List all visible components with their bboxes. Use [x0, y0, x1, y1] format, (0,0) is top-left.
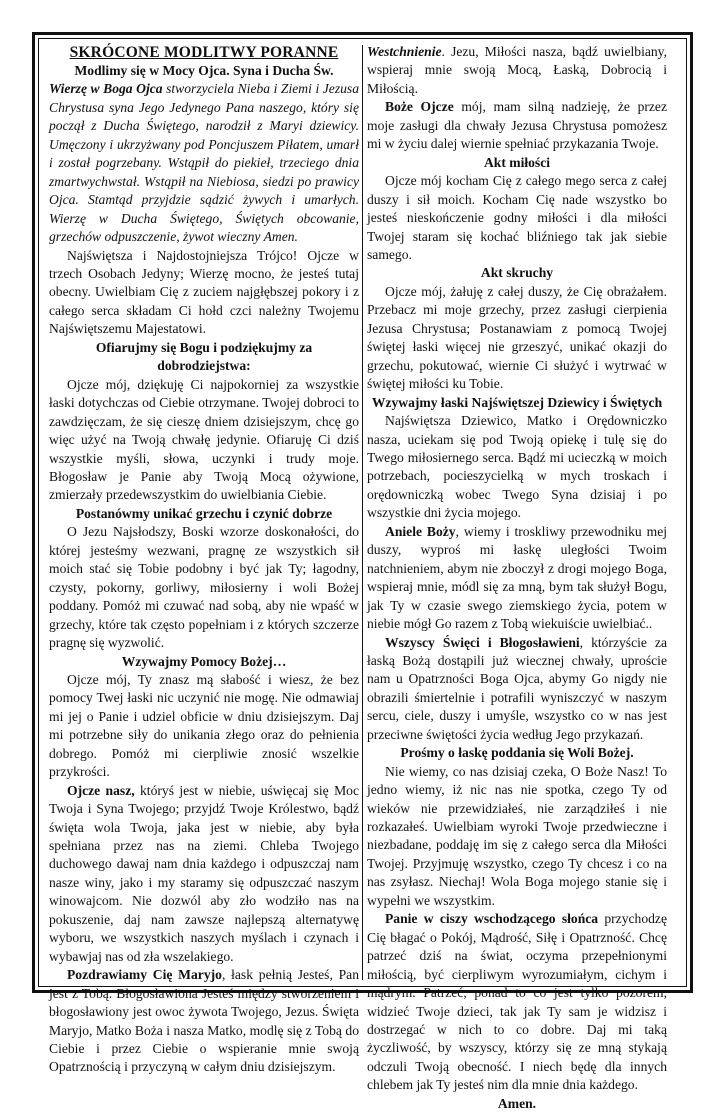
our-father-paragraph — [49, 782, 359, 967]
saints-lead: Wszyscy Święci i Błogosławieni — [385, 634, 580, 650]
left-column — [49, 43, 359, 1077]
heading-act-of-contrition: Akt skruchy — [480, 265, 554, 281]
heading-resolve: Postanówmy unikać grzechu i czynić dobrze — [75, 505, 333, 521]
creed-text: stworzyciela Nieba i Ziemi i Jezusa Chrystusa syna Jego Jedynego Pana naszego, który się począł z Ducha Świętego, narodził z Maryi dziewicy. Umęczony i ukrzyżwany pod Poncjuszem Piłatem, umarł i został pogrzebany. Wstąpił do piekieł, trzeciego dnia zmartwychwstał. Wstąpił na Niebiosa, siedzi po prawicy Ojca. Stamtąd przyjdzie sądzić żywych i umarłych. Wierzę w Ducha Świętego, Świętych obcowanie, grzechów odpuszczenie, żywot wieczny Amen. — [49, 81, 359, 245]
amen: Amen. — [497, 1095, 537, 1111]
love-paragraph: Ojcze mój kocham Cię z całego mego serca z całej duszy i sił moich. Kocham Cię nade wszystko bo jesteś nieskończenie godny miłości i dla miłości Twojej staram się kochać bliźniego tak jak siebie samego. — [367, 173, 667, 262]
trinity-paragraph: Najświętsza i Najdostojniejsza Trójco! Ojcze w trzech Osobach Jedyny; Wierzę mocno, że jesteś tutaj obecny. Uwielbiam Cię z zuciem najgłębszej pokory i z całego serca składam Ci hołd czci należny Twojemu Najświętszemu Majestatowi. — [49, 247, 359, 337]
heading-virgin-and-saints: Wzywajmy łaski Najświętszej Dziewicy i Świętych — [371, 394, 663, 410]
will-paragraph: Nie wiemy, co nas dzisiaj czeka, O Boże Nasz! To jedno wiemy, iż nic nas nie spotka, czego Ty od wieków nie przewidziałeś, nie zarządziłeś i nie rozkazałeś. Uwielbiam wyroki Twoje przedwieczne i niezbadane, poddaję im się z całego serca dla Miłości Twojej. Przyjmuję wszystko, czego Ty chcesz i co na nas zsyłasz. Niechaj! Wola Boga mojego stanie się i wypełni we wszystkim. — [367, 763, 667, 908]
resolve-paragraph: O Jezu Najsłodszy, Boski wzorze doskonałości, do której jesteśmy wezwani, pragnę ze wszystkich sił moich stać się Tobie podobny i być jak Ty; łagodny, czysty, pokorny, gorliwy, miłosierny i woli Bożej poddany. Pomóż mi czuwać nad sobą, aby nie wpaść w grzechy, które tak często popełniam i z których szczerze pragnę się wyzwolić. — [49, 524, 359, 651]
angel-lead: Aniele Boży — [385, 523, 456, 539]
heading-offering: Ofiarujmy się Bogu i podziękujmy za dobrodziejstwa: — [95, 339, 313, 374]
our-father-text: któryś jest w niebie, uświęcaj się Moc Twoja i Syna Twojego; przyjdź Twoje Królestwo, bądź święta wola Twoja, jaka jest w niebie, aby była spełniana przez nas na ziemi. Chleba Twojego duchowego dawaj nam dnia każdego i odpuszczaj nam nasze winy, jako i my staramy się odpuszczać naszym winowajcom. Nie dozwól aby zło wodziło nas na pokuszenie, daj nam zawsze najlepszą alternatywę wyboru, we wszystkich naszych myślach i czynach i wybawjaj nas od zła wszelakiego. — [49, 782, 359, 964]
column-divider — [362, 45, 363, 980]
heading-help: Wzywajmy Pomocy Bożej… — [121, 653, 287, 669]
hope-lead: Boże Ojcze — [385, 99, 454, 115]
contrition-paragraph: Ojcze mój, żałuję z całej duszy, że Cię obrażałem. Przebacz mi moje grzechy, przez zasługi cierpienia Jezusa Chrystusa; Postanawiam z pomocą Twojej świętej łaski więcej nie grzeszyć, unikać okazji do grzechu, pokutować, wiernie Ci służyć i wytrwać w świętej miłości ku Tobie. — [367, 283, 667, 392]
heading-gods-will: Prośmy o łaskę poddania się Woli Bożej. — [400, 745, 634, 761]
hail-mary-text: , łask pełnią Jesteś, Pan jest z Tobą. Błogosławiona Jesteś między stworzeniem i błogosławiony jest owoc żywota Twojego, Jezus. Święta Maryjo, Matko Boża i nasza Matko, modlę się z Tobą do Ciebie i przez Ciebie o wspieranie mnie swoją Opatrznością i przyczyną w całym dniu dzisiejszym. — [49, 967, 360, 1075]
creed-paragraph — [49, 80, 359, 246]
hope-text: mój, mam silną nadzieję, że przez moje zasługi dla chwały Jezusa Chrystusa pomożesz mi w życiu dalej wiernie spełniać przykazania Twoje. — [367, 99, 667, 152]
offering-paragraph: Ojcze mój, dziękuję Ci najpokorniej za wszystkie łaski dotychczas od Ciebie otrzymane. Twojej dobroci to zawdzięczam, że się cieszę dniem dzisiejszym, chcę go więc użyć na Twoją chwałę jedynie. Ofiaruję Ci dziś wszystkie myśli, słowa, uczynki i trudy moje. Błogosław je Panie aby Twoją Mocą ożywione, zmierzały przedewszystkim do uwielbiania Ciebie. — [49, 376, 359, 503]
virgin-paragraph: Najświętsza Dziewico, Matko i Orędowniczko nasza, uciekam się pod Twoją opiekę i tulę się do Twego miłosiernego serca. Bądź mi ucieczką w moich potrzebach, pocieszycielką w mych troskach i orędowniczką wobec Twego Syna dzisiaj i po wszystkie dni życia mojego. — [367, 413, 667, 521]
page-title: SKRÓCONE MODLITWY PORANNE — [69, 44, 339, 61]
dawn-lead: Panie w ciszy wschodzącego słońca — [385, 911, 599, 927]
right-column — [367, 43, 667, 1113]
hail-mary-paragraph — [49, 966, 359, 1077]
angel-text: , wiemy i troskliwy przewodniku mej duszy, wyproś mi łaskę uległości Twoim natchnieniem, abym nie zboczył z drogi mojego Boga, wspieraj mnie, módl się za mną, bym tak służył Bogu, jak Ty w czasie swego ziemskiego życia, potem w niebie mógł Go razem z Tobą wiekuiście uwielbiać.. — [367, 523, 668, 632]
sigh-lead: Westchnienie — [367, 44, 442, 59]
hail-mary-lead: Pozdrawiamy Cię Maryjo — [67, 967, 222, 983]
creed-lead: Wierzę w Boga Ojca — [49, 81, 163, 97]
sigh-paragraph — [367, 43, 667, 98]
help-paragraph: Ojcze mój, Ty znasz mą słabość i wiesz, że bez pomocy Twej łaski nic uczynić nie mogę. Nie odmawiaj mi jej o Panie i udziel obficie w dniu dzisiejszym. Daj mi potrzebne siły do unikania złego oraz do pełnienia dobrego. Pomóż mi cierpliwie znosić wszelkie przykrości. — [49, 671, 359, 780]
angel-paragraph — [367, 523, 667, 634]
dawn-paragraph — [367, 910, 667, 1095]
saints-text: , którzyście za łaską Bożą dostąpili już wiecznej chwały, uproście nam u Opatrzności Boga Ojca, abymy Go nigdy nie obrazili śmiertelnie i potrafili wyniszczyć w naszym sercu, ciele, duszy i umyśle, wszystko co w nas jest przeciwne świętości życia według Jego przykazań. — [367, 634, 667, 742]
saints-paragraph — [367, 634, 667, 745]
dawn-text: przychodzę Cię błagać o Pokój, Mądrość, Siłę i Opatrzność. Chcę patrzeć dziś na świat, oczyma przepełnionymi miłością, być cierpliwym wyrozumiałym, cichym i mądrym. Patrzeć, ponad to co jest tylko pozorem, widzieć Twoje dzieci, tak jak Ty sam je widzisz i dostrzegać w nich to co dobre. Daj mi taką życzliwość, by wszyscy, którzy się ze mną stykają odczuli Twoją obecność. I niech będę dla innych chlebem jak Ty jesteś nim dla mnie dnia każdego. — [367, 911, 668, 1093]
heading-act-of-love: Akt miłości — [483, 154, 551, 170]
our-father-lead: Ojcze nasz, — [67, 782, 135, 798]
heading-trinity-invocation: Modlimy się w Mocy Ojca. Syna i Ducha Św. — [74, 63, 334, 78]
sigh-text: . Jezu, Miłości nasza, bądź uwielbiany, wspieraj mnie swoją Mocą, Łaską, Dobrocią i Miłością. — [367, 44, 667, 96]
hope-paragraph — [367, 98, 667, 153]
